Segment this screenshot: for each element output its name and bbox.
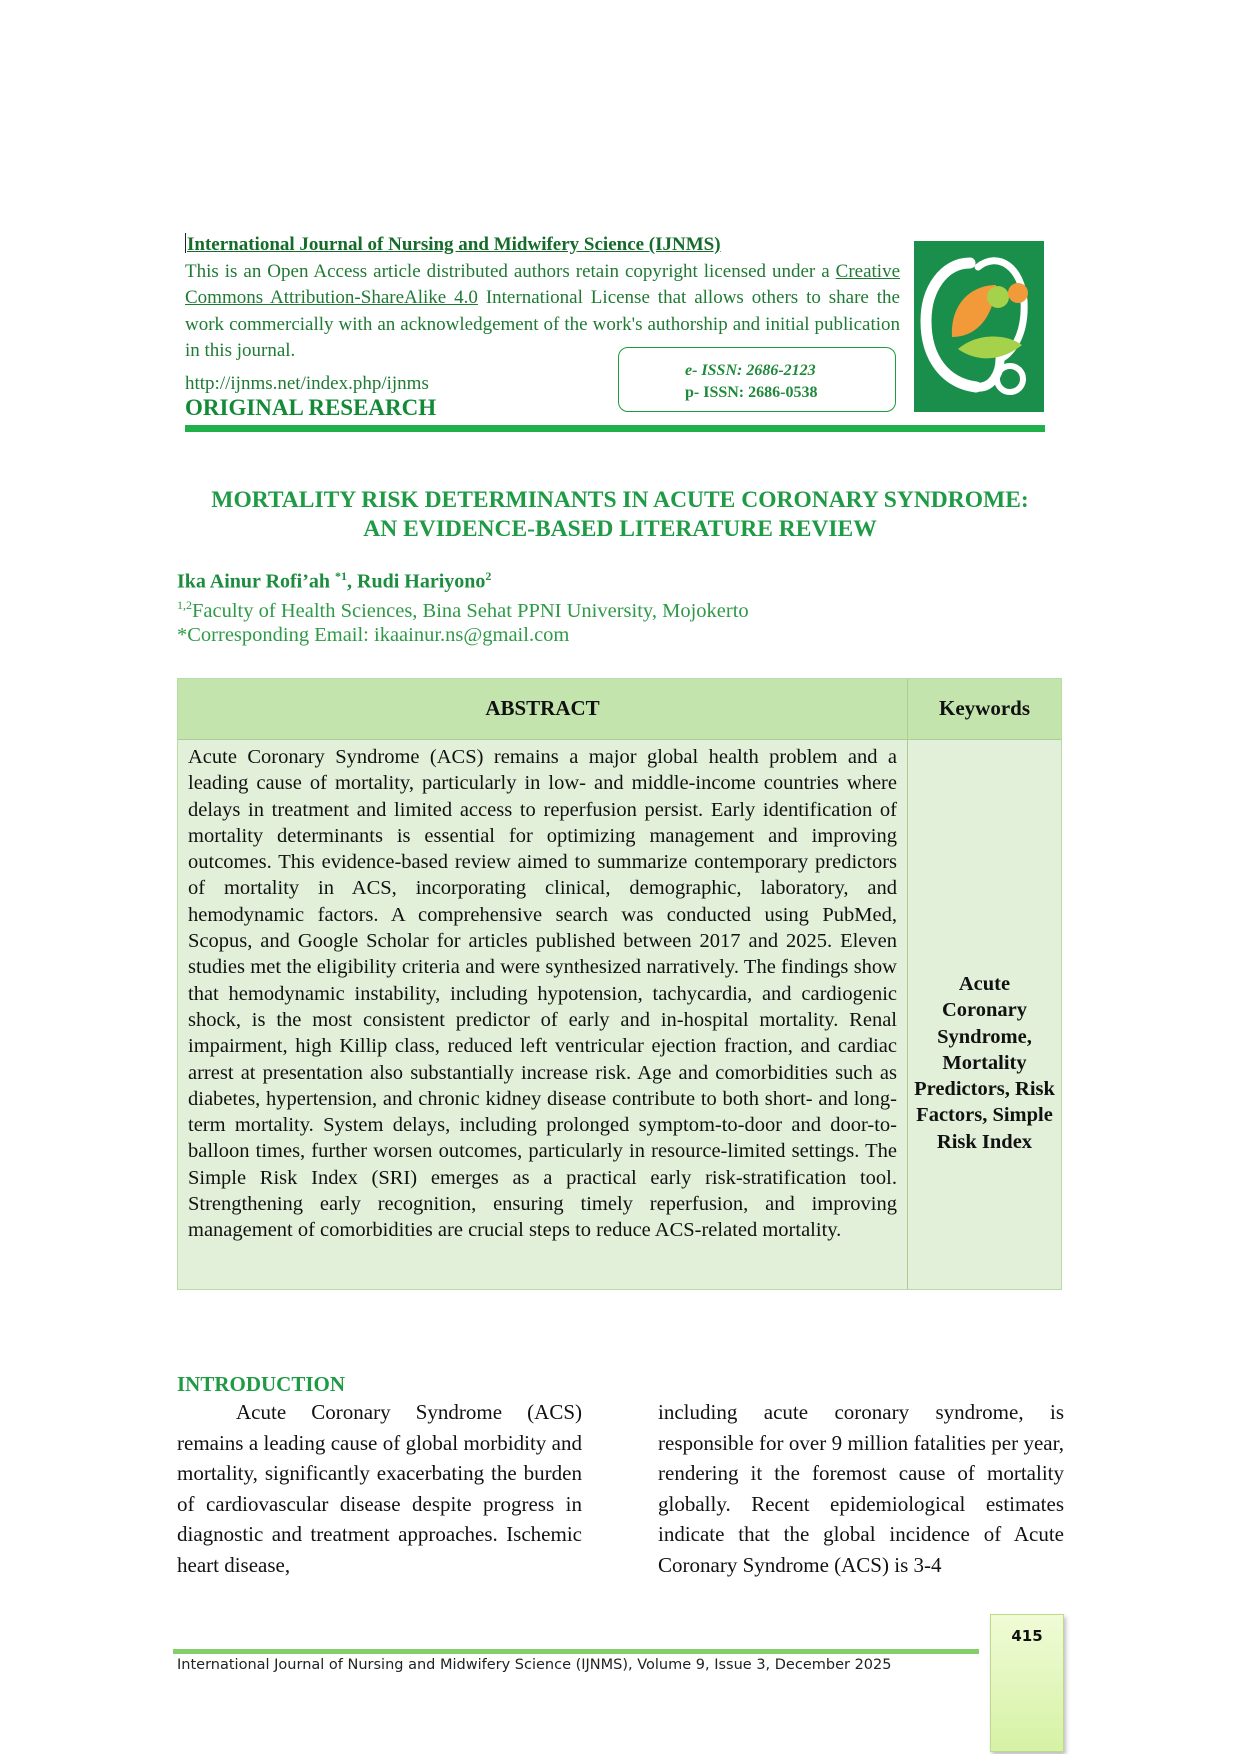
abstract-header-cell: [178, 679, 908, 740]
issn-box: [618, 347, 896, 412]
journal-url[interactable]: http://ijnms.net/index.php/ijnms: [185, 373, 429, 394]
abstract-table: [177, 678, 1062, 1290]
page-number: 415: [1011, 1627, 1043, 1645]
authors: Ika Ainur Rofi’ah $^{*1}$, Rudi Hariyono$^2$: [177, 569, 492, 593]
affiliation: $^{1,2}$Faculty of Health Sciences, Bina Sehat PPNI University, Mojokerto: [177, 598, 749, 622]
abstract-heading: ABSTRACT: [485, 696, 600, 720]
footer-citation: International Journal of Nursing and Midwifery Science (IJNMS), Volume 9, Issue 3, December 2025: [177, 1657, 892, 1673]
intro-left-column: Acute Coronary Syndrome (ACS) remains a leading cause of global morbidity and mortality, significantly exacerbating the burden of cardiovascular disease despite progress in diagnostic and treatment approaches. Ischemic heart disease,: [177, 1400, 582, 1577]
author-name: Rudi Hariyono: [357, 570, 486, 593]
page-number-tab: [990, 1614, 1064, 1752]
footer-divider: [173, 1649, 979, 1654]
author-marker: 2: [485, 569, 492, 583]
e-issn: e- ISSN: 2686-2123: [685, 362, 816, 379]
journal-title: International Journal of Nursing and Midwifery Science (IJNMS): [187, 234, 721, 255]
paper-title: MORTALITY RISK DETERMINANTS IN ACUTE CORONARY SYNDROME: AN EVIDENCE-BASED LITERATURE REVIEW: [211, 487, 1029, 542]
corresponding-email: *Corresponding Email: ikaainur.ns@gmail.com: [177, 624, 570, 646]
keywords-list: Acute Coronary Syndrome, Mortality Predictors, Risk Factors, Simple Risk Index: [914, 973, 1055, 1153]
p-issn: p- ISSN: 2686-0538: [685, 384, 818, 401]
section-heading: INTRODUCTION: [177, 1372, 346, 1396]
abstract-cell: [178, 740, 908, 1289]
keywords-header-cell: [908, 679, 1061, 740]
text-cursor: [185, 233, 186, 253]
journal-logo: [914, 241, 1044, 412]
license-statement: This is an Open Access article distributed authors retain copyright licensed under a Creative Commons Attribution-ShareAlike 4.0 International License that allows others to share the work commercially with an acknowledgement of the work's authorship and initial publication in this journal.: [185, 260, 900, 361]
keywords-cell: [908, 740, 1061, 1289]
header-divider: [185, 425, 1045, 432]
stethoscope-leaf-icon: [914, 241, 1044, 412]
license-link[interactable]: Creative Commons Attribution-ShareAlike 4.0: [185, 260, 900, 308]
article-type: ORIGINAL RESEARCH: [185, 395, 437, 420]
author-name: Ika Ainur Rofi’ah: [177, 570, 336, 593]
intro-right-column: including acute coronary syndrome, is responsible for over 9 million fatalities per year, rendering it the foremost cause of mortality globally. Recent epidemiological estimates indicate that the global incidence of Acute Coronary Syndrome (ACS) is 3-4: [658, 1400, 1064, 1577]
author-marker: *1: [335, 569, 348, 583]
abstract-text: Acute Coronary Syndrome (ACS) remains a major global health problem and a leading cause of mortality, particularly in low- and middle-income countries where delays in treatment and limited access to reperfusion persist. Early identification of mortality determinants is essential for optimizing management and improving outcomes. This evidence-based review aimed to summarize contemporary predictors of mortality in ACS, incorporating clinical, demographic, laboratory, and hemodynamic factors. A comprehensive search was conducted using PubMed, Scopus, and Google Scholar for articles published between 2017 and 2025. Eleven studies met the eligibility criteria and were synthesized narratively. The findings show that hemodynamic instability, including hypotension, tachycardia, and cardiogenic shock, is the most consistent predictor of early and in-hospital mortality. Renal impairment, high Killip class, reduced left ventricular ejection fraction, and cardiac arrest at presentation also substantially increase risk. Age and comorbidities such as diabetes, hypertension, and chronic kidney disease contribute to both short- and long-term mortality. System delays, including prolonged symptom-to-door and door-to-balloon times, further worsen outcomes, particularly in resource-limited settings. The Simple Risk Index (SRI) emerges as a practical early risk-stratification tool. Strengthening early recognition, ensuring timely reperfusion, and improving management of comorbidities are crucial steps to reduce ACS-related mortality.: [188, 746, 897, 1242]
keywords-heading: Keywords: [939, 696, 1030, 720]
